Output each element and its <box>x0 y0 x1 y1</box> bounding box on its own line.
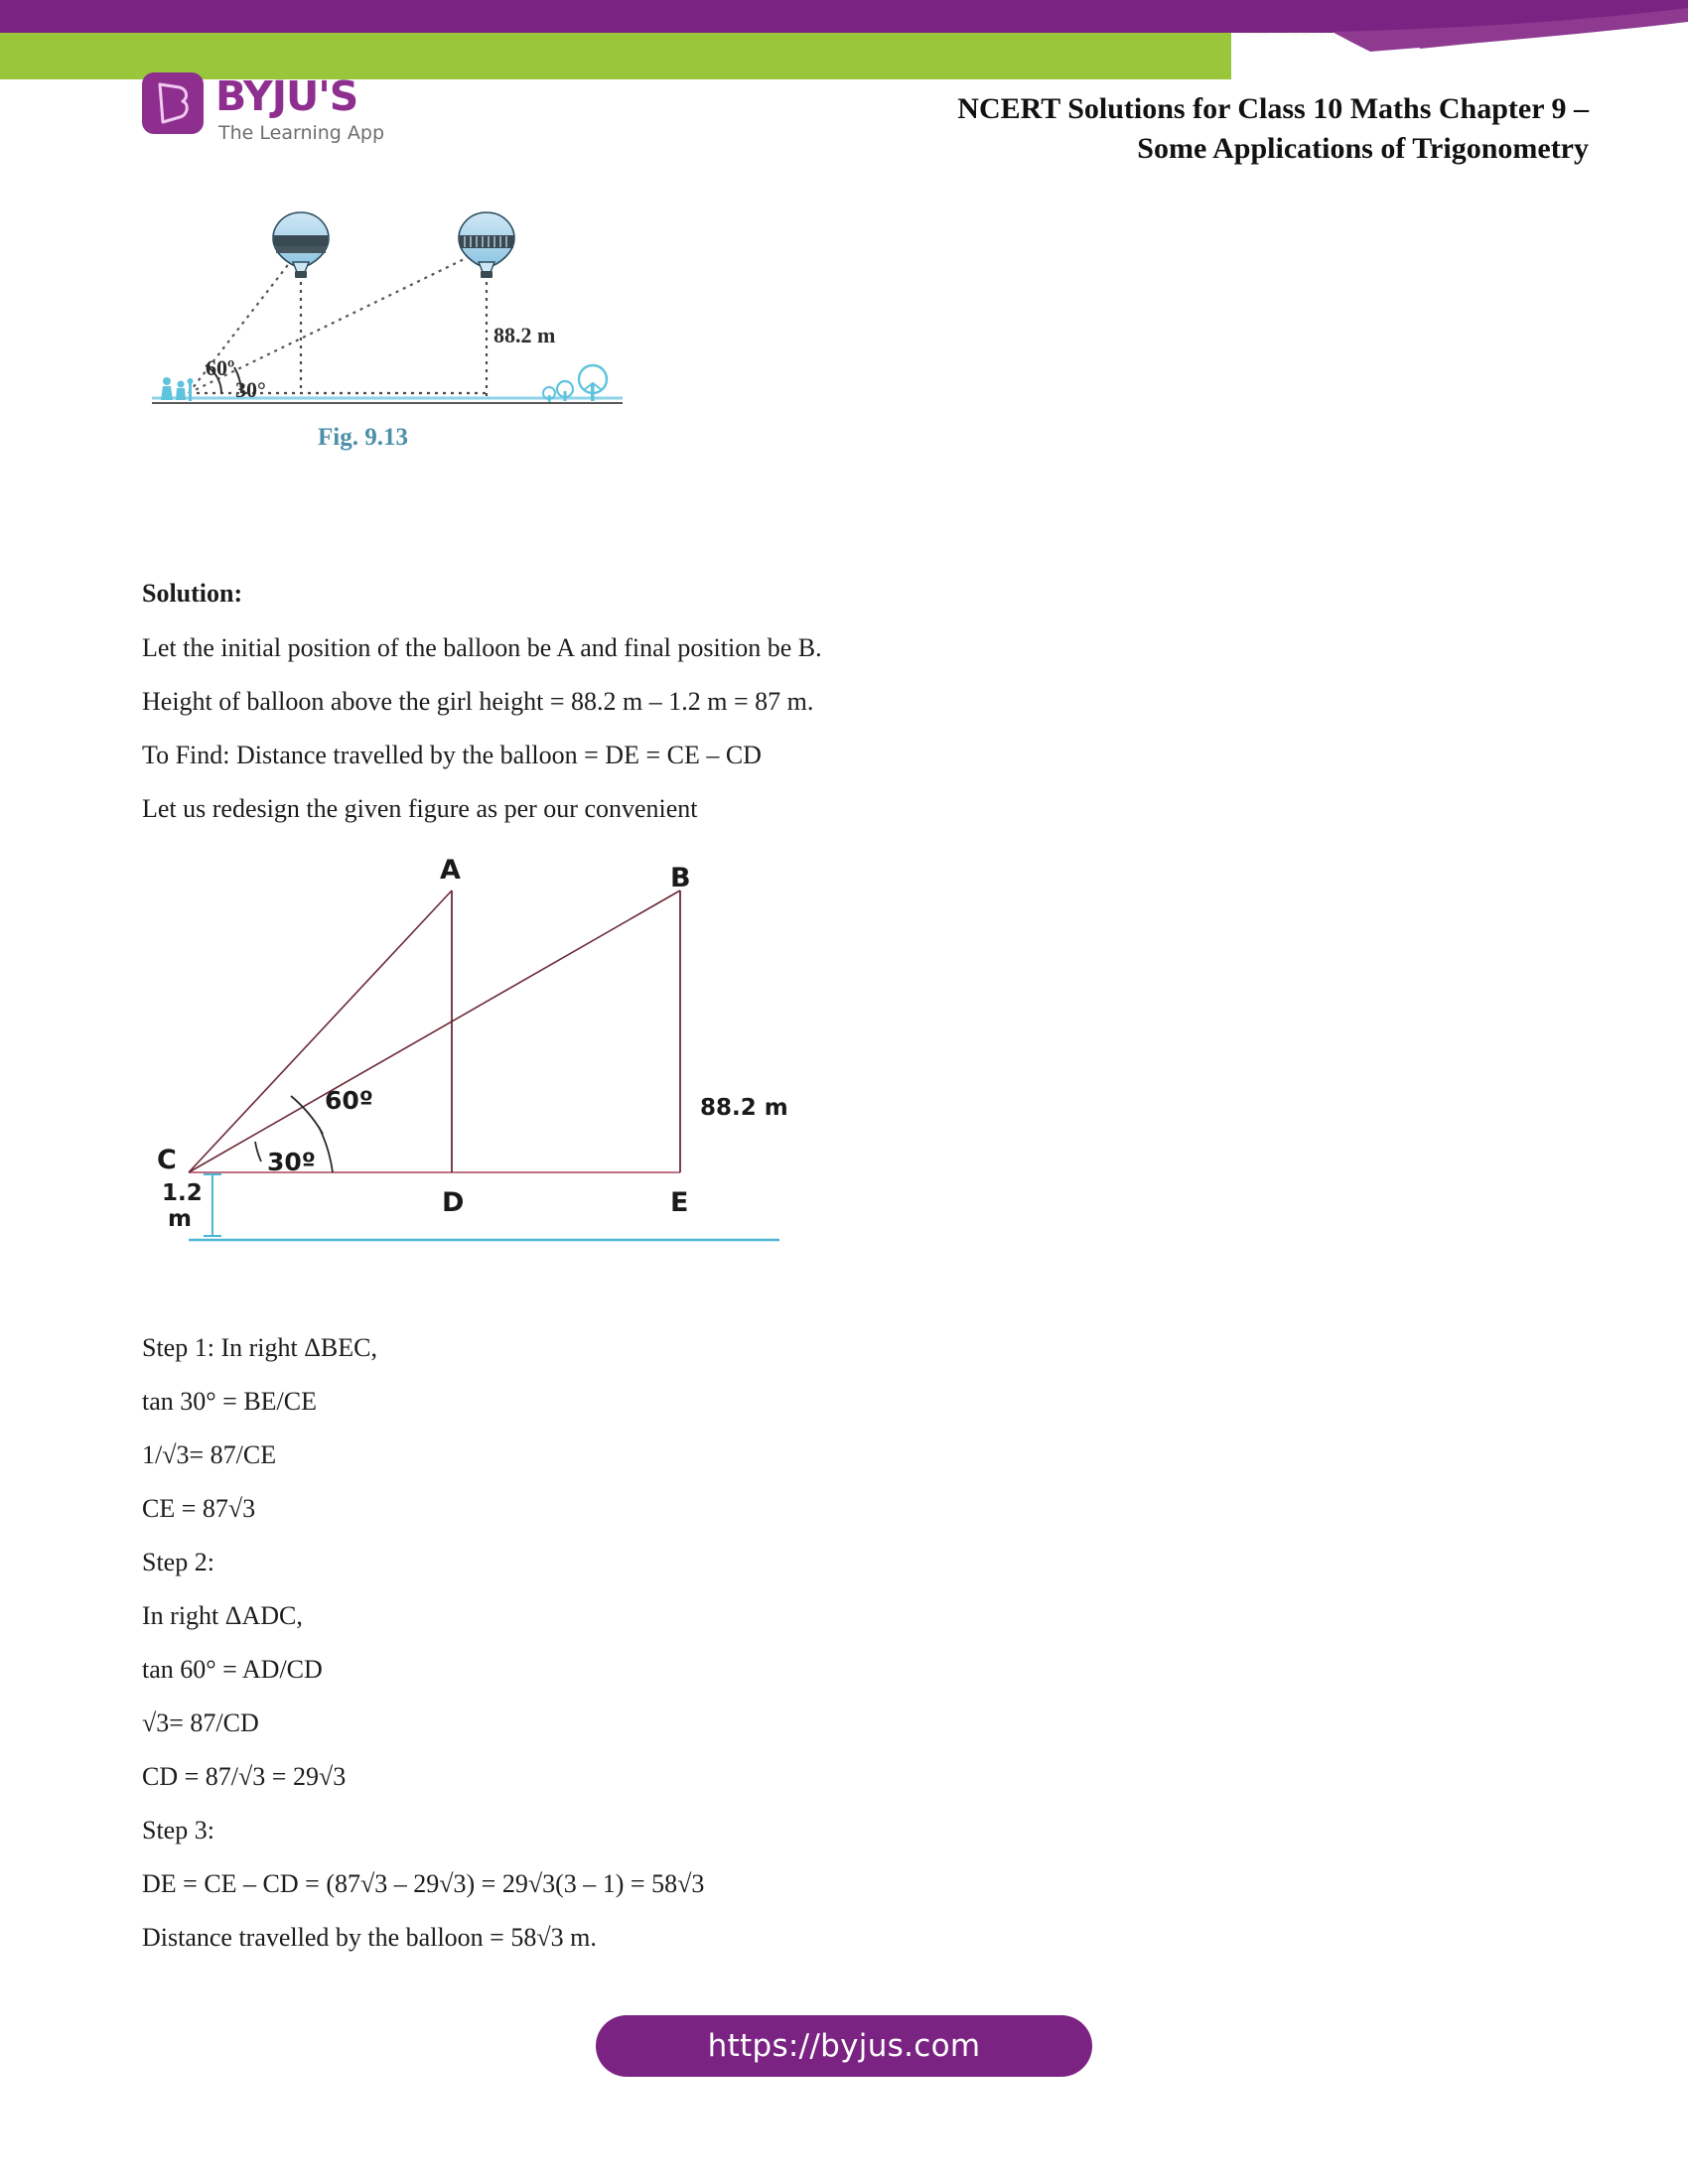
figure1-angle-upper: 60º <box>206 355 235 380</box>
figure-redesigned <box>144 839 839 1286</box>
figure2-girl-height-1: 1.2 <box>162 1180 203 1206</box>
hot-air-balloon-icon <box>459 212 514 278</box>
step-line-10: Step 3: <box>142 1816 214 1844</box>
byjus-url-label: https://byjus.com <box>707 2028 981 2064</box>
solution-heading: Solution: <box>142 579 243 608</box>
page-title-line-1: NCERT Solutions for Class 10 Maths Chapter 9 – <box>957 92 1589 125</box>
step-line-8: √3= 87/CD <box>142 1708 259 1737</box>
figure2-label-E: E <box>670 1187 689 1218</box>
byjus-logo <box>142 72 430 157</box>
page-title <box>635 89 1589 168</box>
figure2-angle-lower: 30º <box>267 1148 316 1176</box>
figure2-angle-upper: 60º <box>325 1086 373 1115</box>
figure2-height-label: 88.2 m <box>700 1095 788 1121</box>
figure2-label-D: D <box>442 1187 465 1218</box>
logo-tagline: The Learning App <box>218 122 385 144</box>
step-line-7: tan 60° = AD/CD <box>142 1655 323 1684</box>
tree-icon <box>543 365 607 402</box>
hot-air-balloon-icon <box>273 212 329 278</box>
step-line-3: 1/√3= 87/CE <box>142 1440 277 1469</box>
solution-line-4: Let us redesign the given figure as per our convenient <box>142 794 698 823</box>
step-line-9: CD = 87/√3 = 29√3 <box>142 1762 347 1791</box>
logo-wordmark: BYJU'S <box>215 72 358 120</box>
figure1-caption: Fig. 9.13 <box>318 424 408 451</box>
byjus-b-logo-icon <box>142 72 204 134</box>
header-banner <box>0 0 1688 79</box>
solution-line-3: To Find: Distance travelled by the balloon = DE = CE – CD <box>142 741 762 769</box>
step-line-4: CE = 87√3 <box>142 1494 256 1523</box>
step-line-5: Step 2: <box>142 1548 214 1576</box>
step-line-12: Distance travelled by the balloon = 58√3 m. <box>142 1923 597 1952</box>
page-title-line-2: Some Applications of Trigonometry <box>1137 131 1589 165</box>
step-line-2: tan 30° = BE/CE <box>142 1387 317 1416</box>
figure2-label-B: B <box>670 863 691 893</box>
figure2-girl-height-2: m <box>168 1206 192 1232</box>
figure1-angle-lower: 30° <box>235 377 266 402</box>
step-line-6: In right ΔADC, <box>142 1601 303 1630</box>
solution-line-1: Let the initial position of the balloon be A and final position be B. <box>142 633 822 662</box>
byjus-url-button[interactable] <box>596 2015 1092 2077</box>
figure-9-13 <box>144 199 631 541</box>
figure2-label-A: A <box>440 855 461 886</box>
figure1-height-label: 88.2 m <box>493 323 556 347</box>
figure2-label-C: C <box>157 1145 177 1175</box>
step-line-1: Step 1: In right ΔBEC, <box>142 1333 377 1362</box>
step-line-11: DE = CE – CD = (87√3 – 29√3) = 29√3(3 – 1) = 58√3 <box>142 1869 705 1898</box>
solution-line-2: Height of balloon above the girl height = 88.2 m – 1.2 m = 87 m. <box>142 687 814 716</box>
